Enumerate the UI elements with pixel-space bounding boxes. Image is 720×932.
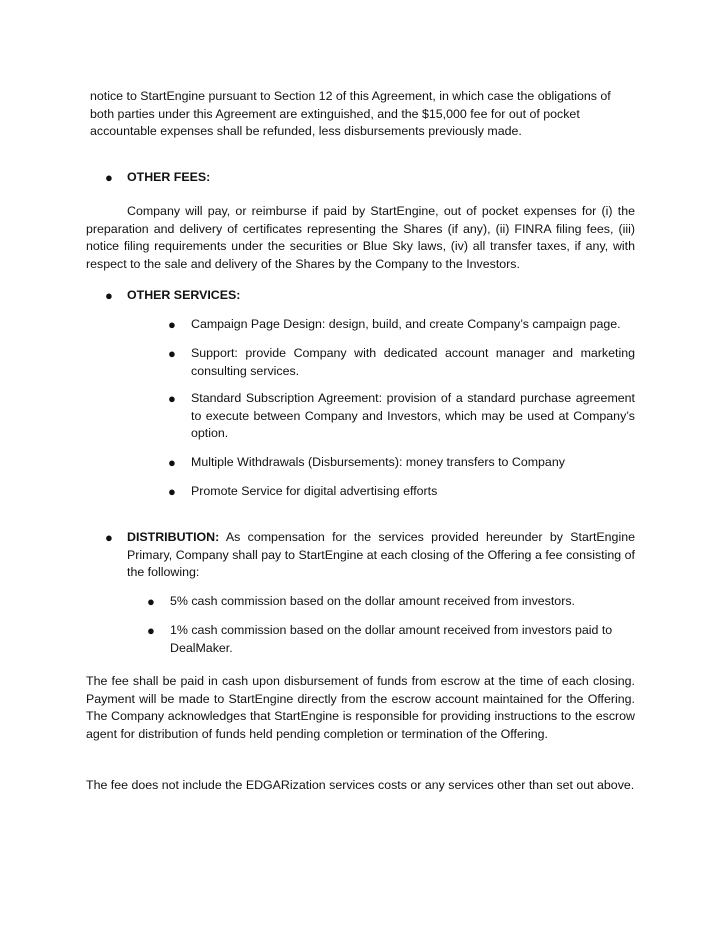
distribution-item: 1% cash commission based on the dollar amount received from investors paid to DealMaker. xyxy=(170,623,613,655)
intro-paragraph: notice to StartEngine pursuant to Section 12 of this Agreement, in which case the obligations of both parties under this Agreement are extinguished, and the $15,000 fee for out of pocket accountable expenses shall be refunded, less disbursements previously made. xyxy=(90,89,611,138)
bullet-icon: ● xyxy=(147,623,155,638)
bullet-icon: ● xyxy=(168,391,176,406)
distribution-body: As compensation for the services provided hereunder by StartEngine Primary, Company shall pay to StartEngine at each closing of the Offering a fee consisting of the following: xyxy=(127,530,635,579)
other-services-heading: OTHER SERVICES: xyxy=(127,288,241,302)
closing-paragraph: The fee does not include the EDGARization services costs or any services other than set out above. xyxy=(86,778,635,792)
other-fees-heading: OTHER FEES: xyxy=(127,170,211,184)
closing-paragraph: The fee shall be paid in cash upon disbursement of funds from escrow at the time of each closing. Payment will be made to StartEngine directly from the escrow account maintained for the Offering. The Company acknowledges that StartEngine is responsible for providing instructions to the escrow agent for distribution of funds held pending completion or termination of the Offering. xyxy=(86,674,635,741)
bullet-icon: ● xyxy=(105,288,113,303)
bullet-icon: ● xyxy=(168,317,176,332)
other-fees-paragraph: Company will pay, or reimburse if paid by StartEngine, out of pocket expenses for (i) the preparation and delivery of certificates representing the Shares (if any), (ii) FINRA filing fees, (iii) notice filing requirements under the securities or Blue Sky laws, (iv) all transfer taxes, if any, with respect to the sale and delivery of the Shares by the Company to the Investors. xyxy=(86,204,635,271)
distribution-item: 5% cash commission based on the dollar amount received from investors. xyxy=(170,594,575,608)
distribution-paragraph xyxy=(127,529,635,582)
bullet-icon: ● xyxy=(168,346,176,361)
service-item: Support: provide Company with dedicated account manager and marketing consulting services. xyxy=(191,346,635,378)
bullet-icon: ● xyxy=(147,594,155,609)
bullet-icon: ● xyxy=(105,530,113,545)
service-item: Campaign Page Design: design, build, and create Company’s campaign page. xyxy=(191,317,621,331)
bullet-icon: ● xyxy=(168,455,176,470)
distribution-heading: DISTRIBUTION: xyxy=(127,530,220,544)
service-item: Promote Service for digital advertising efforts xyxy=(191,484,438,498)
bullet-icon: ● xyxy=(105,170,113,185)
service-item: Multiple Withdrawals (Disbursements): money transfers to Company xyxy=(191,455,565,469)
service-item: Standard Subscription Agreement: provision of a standard purchase agreement to execute between Company and Investors, which may be used at Company’s option. xyxy=(191,391,635,440)
bullet-icon: ● xyxy=(168,484,176,499)
